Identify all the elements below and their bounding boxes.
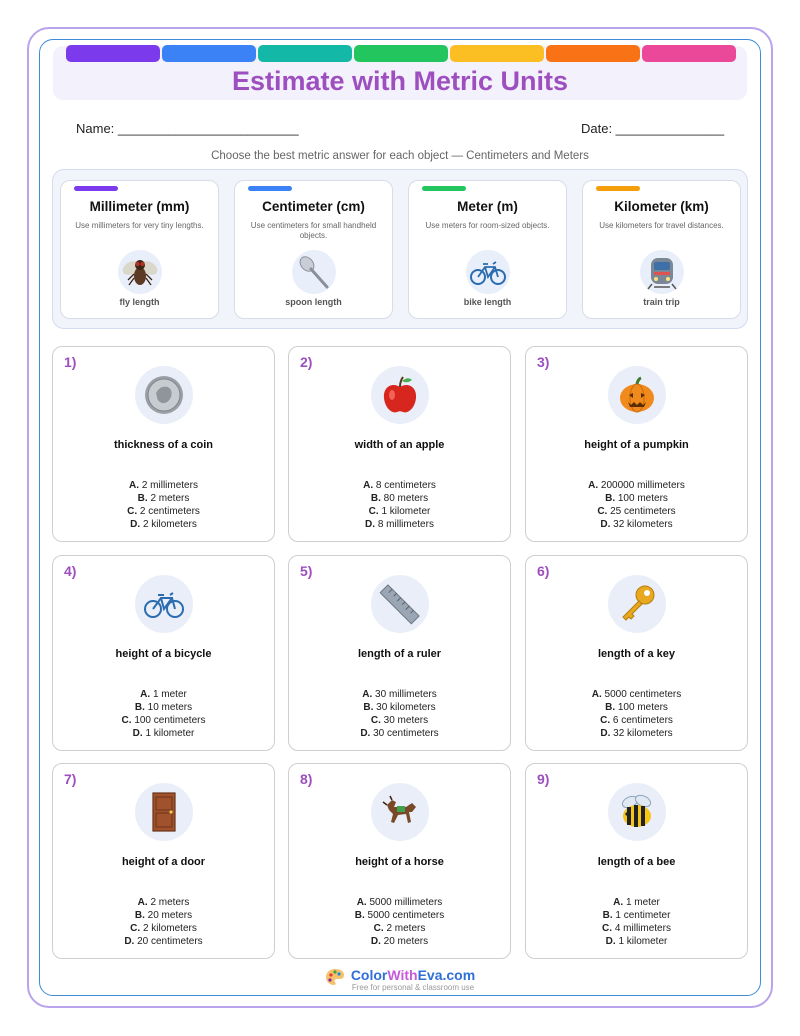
answer-option[interactable]: A. 5000 centimeters bbox=[591, 689, 682, 700]
unit-name: Meter (m) bbox=[457, 199, 518, 214]
question-card-2 bbox=[288, 346, 511, 542]
question-number: 7) bbox=[64, 771, 77, 787]
unit-description: Use kilometers for travel distances. bbox=[599, 221, 724, 230]
answer-option[interactable]: D. 32 kilometers bbox=[600, 519, 673, 530]
answer-option[interactable]: A. 5000 millimeters bbox=[356, 897, 443, 908]
instructions: Choose the best metric answer for each object — Centimeters and Meters bbox=[211, 150, 589, 162]
answer-option[interactable]: A. 1 meter bbox=[140, 689, 187, 700]
answer-option[interactable]: B. 20 meters bbox=[134, 910, 193, 921]
answer-options bbox=[53, 688, 274, 740]
answer-option[interactable]: A. 1 meter bbox=[613, 897, 660, 908]
question-card-8 bbox=[288, 763, 511, 959]
answer-option[interactable]: B. 30 kilometers bbox=[363, 702, 436, 713]
color-stripe bbox=[66, 45, 736, 62]
stripe-segment bbox=[66, 45, 160, 62]
page-title: Estimate with Metric Units bbox=[231, 66, 569, 96]
question-number: 6) bbox=[537, 563, 550, 579]
ruler-icon bbox=[371, 575, 429, 633]
question-text: height of a bicycle bbox=[115, 648, 212, 660]
answer-option[interactable]: D. 20 centimeters bbox=[124, 936, 203, 947]
bee-icon bbox=[608, 783, 666, 841]
unit-example: spoon length bbox=[285, 297, 342, 307]
answer-option[interactable]: C. 25 centimeters bbox=[597, 506, 676, 517]
unit-name: Millimeter (mm) bbox=[89, 199, 190, 214]
question-card-4 bbox=[52, 555, 275, 751]
name-field[interactable]: Name: _________________________ bbox=[76, 121, 299, 136]
question-text: height of a horse bbox=[355, 856, 444, 868]
answer-options bbox=[526, 896, 747, 948]
unit-description: Use centimeters for small handheld objects. bbox=[250, 221, 377, 240]
unit-color-bar bbox=[596, 186, 640, 191]
key-icon bbox=[608, 575, 666, 633]
answer-option[interactable]: C. 1 kilometer bbox=[368, 506, 431, 517]
unit-card-meter bbox=[408, 180, 567, 319]
unit-name: Centimeter (cm) bbox=[262, 199, 365, 214]
bicycle-icon bbox=[135, 575, 193, 633]
answer-option[interactable]: C. 2 meters bbox=[373, 923, 426, 934]
question-text: height of a door bbox=[121, 856, 206, 868]
stripe-segment bbox=[450, 45, 544, 62]
train-icon bbox=[640, 250, 684, 294]
date-field[interactable]: Date: _______________ bbox=[581, 121, 725, 136]
spoon-icon bbox=[292, 250, 336, 294]
brand-link[interactable]: ColorWithEva.com bbox=[350, 967, 476, 983]
question-card-5 bbox=[288, 555, 511, 751]
answer-option[interactable]: B. 10 meters bbox=[134, 702, 193, 713]
question-card-1 bbox=[52, 346, 275, 542]
coin-icon bbox=[135, 366, 193, 424]
stripe-segment bbox=[258, 45, 352, 62]
question-text: width of an apple bbox=[354, 439, 445, 451]
unit-color-bar bbox=[74, 186, 118, 191]
answer-option[interactable]: C. 2 centimeters bbox=[127, 506, 200, 517]
unit-description: Use millimeters for very tiny lengths. bbox=[75, 221, 204, 230]
answer-option[interactable]: A. 8 centimeters bbox=[363, 480, 436, 491]
unit-card-kilometer bbox=[582, 180, 741, 319]
unit-card-millimeter bbox=[60, 180, 219, 319]
question-text: length of a bee bbox=[597, 856, 676, 868]
question-number: 5) bbox=[300, 563, 313, 579]
footer bbox=[0, 967, 800, 992]
question-card-7 bbox=[52, 763, 275, 959]
answer-options bbox=[289, 479, 510, 531]
answer-option[interactable]: B. 100 meters bbox=[605, 702, 668, 713]
bicycle-icon bbox=[466, 250, 510, 294]
answer-option[interactable]: B. 2 meters bbox=[137, 493, 190, 504]
answer-options bbox=[526, 479, 747, 531]
unit-example: train trip bbox=[643, 297, 680, 307]
question-card-9 bbox=[525, 763, 748, 959]
footer-tagline: Free for personal & classroom use bbox=[351, 983, 475, 992]
answer-option[interactable]: A. 30 millimeters bbox=[362, 689, 437, 700]
answer-options bbox=[53, 896, 274, 948]
answer-option[interactable]: D. 32 kilometers bbox=[600, 728, 673, 739]
question-text: thickness of a coin bbox=[113, 439, 214, 451]
stripe-segment bbox=[642, 45, 736, 62]
answer-option[interactable]: D. 1 kilometer bbox=[605, 936, 668, 947]
question-number: 3) bbox=[537, 354, 550, 370]
unit-description: Use meters for room-sized objects. bbox=[425, 221, 550, 230]
footer-branding bbox=[351, 967, 475, 992]
question-text: length of a ruler bbox=[357, 648, 442, 660]
question-number: 8) bbox=[300, 771, 313, 787]
palette-logo-icon bbox=[325, 967, 345, 992]
answer-option[interactable]: B. 100 meters bbox=[605, 493, 668, 504]
answer-options bbox=[53, 479, 274, 531]
answer-option[interactable]: B. 5000 centimeters bbox=[354, 910, 445, 921]
question-number: 4) bbox=[64, 563, 77, 579]
answer-option[interactable]: C. 100 centimeters bbox=[121, 715, 206, 726]
answer-option[interactable]: D. 8 millimeters bbox=[365, 519, 434, 530]
unit-example: bike length bbox=[463, 297, 512, 307]
unit-card-centimeter bbox=[234, 180, 393, 319]
fly-icon bbox=[118, 250, 162, 294]
answer-option[interactable]: A. 2 millimeters bbox=[129, 480, 198, 491]
unit-color-bar bbox=[422, 186, 466, 191]
question-number: 2) bbox=[300, 354, 313, 370]
stripe-segment bbox=[354, 45, 448, 62]
answer-options bbox=[289, 896, 510, 948]
stripe-segment bbox=[162, 45, 256, 62]
answer-option[interactable]: C. 4 millimeters bbox=[602, 923, 671, 934]
answer-option[interactable]: A. 2 meters bbox=[137, 897, 190, 908]
horse-icon bbox=[371, 783, 429, 841]
answer-option[interactable]: C. 6 centimeters bbox=[600, 715, 673, 726]
answer-options bbox=[526, 688, 747, 740]
answer-option[interactable]: D. 30 centimeters bbox=[360, 728, 439, 739]
answer-option[interactable]: D. 2 kilometers bbox=[130, 519, 197, 530]
question-card-3 bbox=[525, 346, 748, 542]
question-number: 1) bbox=[64, 354, 77, 370]
answer-option[interactable]: C. 30 meters bbox=[370, 715, 429, 726]
answer-option[interactable]: A. 200000 millimeters bbox=[588, 480, 685, 491]
question-card-6 bbox=[525, 555, 748, 751]
stripe-segment bbox=[546, 45, 640, 62]
apple-icon bbox=[371, 366, 429, 424]
unit-example: fly length bbox=[119, 297, 160, 307]
answer-option[interactable]: C. 2 kilometers bbox=[130, 923, 197, 934]
unit-color-bar bbox=[248, 186, 292, 191]
answer-options bbox=[289, 688, 510, 740]
question-text: height of a pumpkin bbox=[584, 439, 689, 451]
question-number: 9) bbox=[537, 771, 550, 787]
pumpkin-icon bbox=[608, 366, 666, 424]
unit-name: Kilometer (km) bbox=[614, 199, 709, 214]
answer-option[interactable]: D. 20 meters bbox=[370, 936, 429, 947]
answer-option[interactable]: B. 80 meters bbox=[370, 493, 429, 504]
answer-option[interactable]: B. 1 centimeter bbox=[602, 910, 671, 921]
answer-option[interactable]: D. 1 kilometer bbox=[132, 728, 195, 739]
door-icon bbox=[135, 783, 193, 841]
question-text: length of a key bbox=[597, 648, 676, 660]
